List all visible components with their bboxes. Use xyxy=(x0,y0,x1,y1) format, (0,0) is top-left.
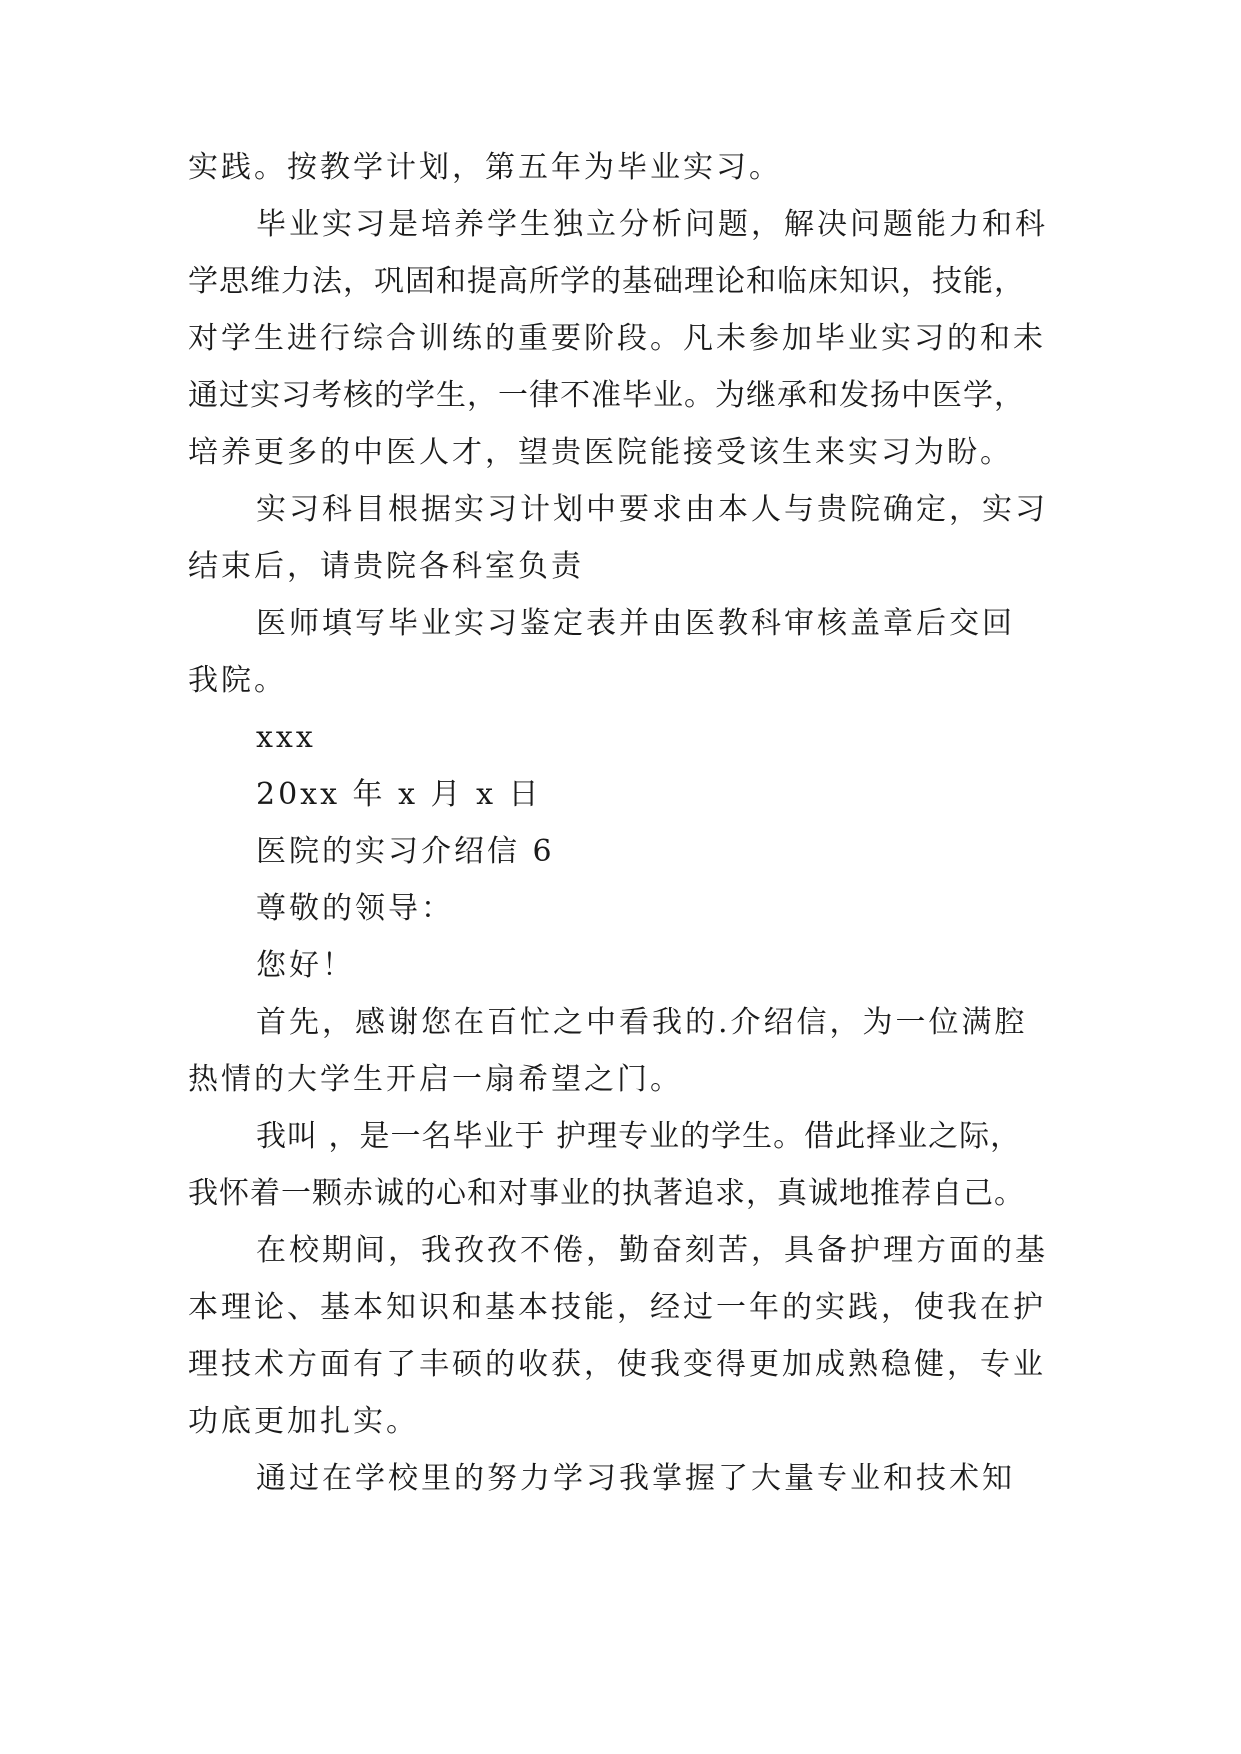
paragraph-line: 我院。 xyxy=(188,663,287,698)
paragraph-line: 我怀着一颗赤诚的心和对事业的执著追求，真诚地推荐自己。 xyxy=(188,1176,1025,1211)
paragraph-line: 我叫 ，是一名毕业于 护理专业的学生。借此择业之际， xyxy=(256,1119,1022,1154)
paragraph-line: 实习科目根据实习计划中要求由本人与贵院确定，实习 xyxy=(256,492,1048,527)
paragraph-line: 对学生进行综合训练的重要阶段。凡未参加毕业实习的和未 xyxy=(188,321,1046,356)
letter-salutation: 尊敬的领导： xyxy=(256,891,454,926)
paragraph-line: 实践。按教学计划，第五年为毕业实习。 xyxy=(188,150,782,185)
paragraph-line: 功底更加扎实。 xyxy=(188,1404,419,1439)
paragraph-line: 培养更多的中医人才，望贵医院能接受该生来实习为盼。 xyxy=(188,435,1013,470)
paragraph-line: 学思维力法，巩固和提高所学的基础理论和临床知识，技能， xyxy=(188,264,1025,299)
signature-name: xxx xyxy=(256,720,316,755)
paragraph-line: 通过在学校里的努力学习我掌握了大量专业和技术知 xyxy=(256,1461,1015,1496)
paragraph-line: 理技术方面有了丰硕的收获，使我变得更加成熟稳健，专业 xyxy=(188,1347,1046,1382)
letter-date: 20xx 年 x 月 x 日 xyxy=(256,777,542,812)
paragraph-line: 在校期间，我孜孜不倦，勤奋刻苦，具备护理方面的基 xyxy=(256,1233,1048,1268)
paragraph-line: 热情的大学生开启一扇希望之门。 xyxy=(188,1062,683,1097)
section-heading: 医院的实习介绍信 6 xyxy=(256,834,555,869)
paragraph-line: 本理论、基本知识和基本技能，经过一年的实践，使我在护 xyxy=(188,1290,1046,1325)
paragraph-line: 毕业实习是培养学生独立分析问题，解决问题能力和科 xyxy=(256,207,1048,242)
letter-greeting: 您好！ xyxy=(256,948,355,983)
paragraph-line: 结束后，请贵院各科室负责 xyxy=(188,549,584,584)
paragraph-line: 通过实习考核的学生，一律不准毕业。为继承和发扬中医学， xyxy=(188,378,1025,413)
paragraph-line: 医师填写毕业实习鉴定表并由医教科审核盖章后交回 xyxy=(256,606,1015,641)
paragraph-line: 首先，感谢您在百忙之中看我的.介绍信，为一位满腔 xyxy=(256,1005,1028,1040)
